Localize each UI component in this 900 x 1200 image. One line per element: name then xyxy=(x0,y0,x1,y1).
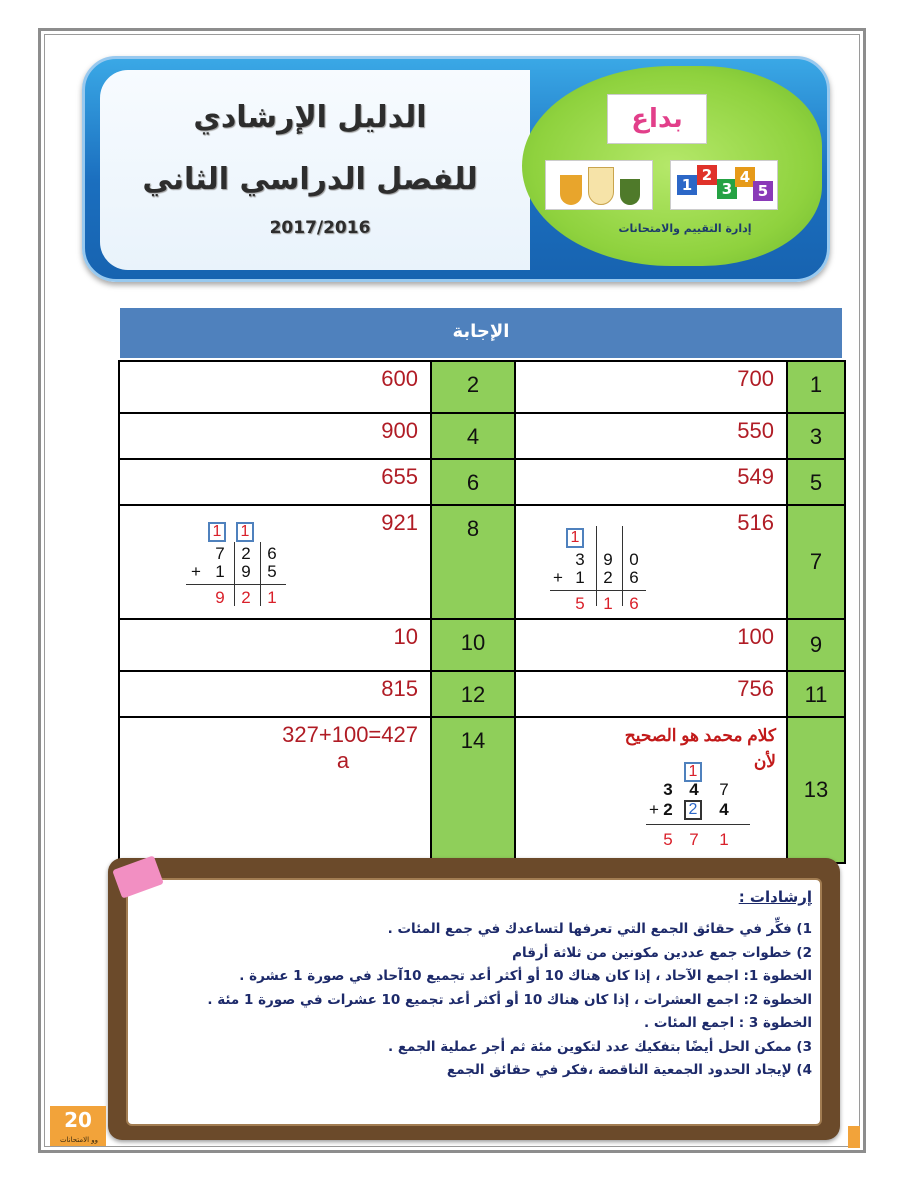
question-number: 13 xyxy=(787,717,845,863)
answer-value: 327+100=427 xyxy=(282,722,418,747)
table-row xyxy=(119,671,845,717)
answer-cell: 550 xyxy=(515,413,787,459)
instructions-heading: إرشادات : xyxy=(738,888,812,906)
answer-cell: 756 xyxy=(515,671,787,717)
question-number: 2 xyxy=(431,361,515,413)
answer-value: 921 xyxy=(381,510,418,535)
question-number: 1 xyxy=(787,361,845,413)
ibdaa-logo: بداع xyxy=(607,94,707,144)
carry-box: 1 xyxy=(684,762,702,782)
answer-cell: 700 xyxy=(515,361,787,413)
instructions-text xyxy=(140,888,812,1083)
table-row xyxy=(119,459,845,505)
answer-value: 516 xyxy=(737,510,774,535)
explanation-note: كلام محمد هو الصحيح لأن xyxy=(624,726,776,771)
question-number: 3 xyxy=(787,413,845,459)
answer-cell xyxy=(119,717,431,863)
answer-cell xyxy=(515,505,787,619)
answer-cell xyxy=(119,505,431,619)
footer-tab xyxy=(848,1126,860,1148)
question-number: 6 xyxy=(431,459,515,505)
question-number: 10 xyxy=(431,619,515,671)
semester-title: للفصل الدراسي الثاني xyxy=(142,162,478,197)
addition-work-q7: 1 3 9 0 + 1 2 6 5 1 6 xyxy=(540,526,660,616)
academic-year: 2017/2016 xyxy=(269,218,371,238)
table-row xyxy=(119,413,845,459)
instruction-line: 4) لإيجاد الحدود الجمعية الناقصة ،فكر في حقائق الجمع xyxy=(446,1062,812,1078)
addition-work-q8: 1 1 7 2 6 + 1 9 5 9 2 1 xyxy=(176,520,296,610)
carry-box: 1 xyxy=(236,522,254,542)
answers-header: الإجابة xyxy=(120,308,842,358)
question-number: 14 xyxy=(431,717,515,863)
question-number: 8 xyxy=(431,505,515,619)
table-row xyxy=(119,717,845,863)
instruction-line: الخطوة 1: اجمع الآحاد ، إذا كان هناك 10 أو أكثر أعد تجميع 10آحاد في صورة 1 عشرة . xyxy=(239,968,812,984)
question-number: 5 xyxy=(787,459,845,505)
question-number: 9 xyxy=(787,619,845,671)
carry-box: 1 xyxy=(566,528,584,548)
page-number: 20 xyxy=(50,1106,106,1146)
question-number: 7 xyxy=(787,505,845,619)
instruction-line: الخطوة 2: اجمع العشرات ، إذا كان هناك 10 أو أكثر أعد تجميع 10 عشرات في صورة 1 مئة . xyxy=(207,991,812,1008)
question-number: 12 xyxy=(431,671,515,717)
answer-cell: 655 xyxy=(119,459,431,505)
table-row xyxy=(119,619,845,671)
lab-flasks-image xyxy=(545,160,653,210)
addition-work-q13: 1 3 4 7 + 2 2 4 5 7 1 xyxy=(642,760,762,852)
answer-cell xyxy=(515,717,787,863)
table-row xyxy=(119,361,845,413)
carry-box: 1 xyxy=(208,522,226,542)
question-number: 4 xyxy=(431,413,515,459)
instruction-line: 2) خطوات جمع عددين مكونين من ثلاثة أرقام xyxy=(512,944,812,961)
page-footer-label: وو الامتحانات xyxy=(59,1136,99,1144)
numbers-image: 1 2 3 4 5 xyxy=(670,160,778,210)
table-row xyxy=(119,505,845,619)
answer-cell: 549 xyxy=(515,459,787,505)
answer-value-extra: a xyxy=(336,748,350,773)
answers-table xyxy=(118,360,846,864)
instruction-line: الخطوة 3 : اجمع المئات . xyxy=(644,1015,812,1031)
answer-cell: 100 xyxy=(515,619,787,671)
instruction-line: 1) فكِّر في حقائق الجمع التي تعرفها لتساعدك في جمع المئات . xyxy=(387,921,812,937)
instruction-line: 3) ممكن الحل أيضًا بتفكيك عدد لتكوين مئة ثم أجر عملية الجمع . xyxy=(388,1038,812,1055)
question-number: 11 xyxy=(787,671,845,717)
answer-cell: 600 xyxy=(119,361,431,413)
answer-cell: 815 xyxy=(119,671,431,717)
department-name: إدارة التقييم والامتحانات xyxy=(618,222,752,235)
answer-cell: 10 xyxy=(119,619,431,671)
answer-cell: 900 xyxy=(119,413,431,459)
guide-title: الدليل الإرشادي xyxy=(193,100,427,135)
